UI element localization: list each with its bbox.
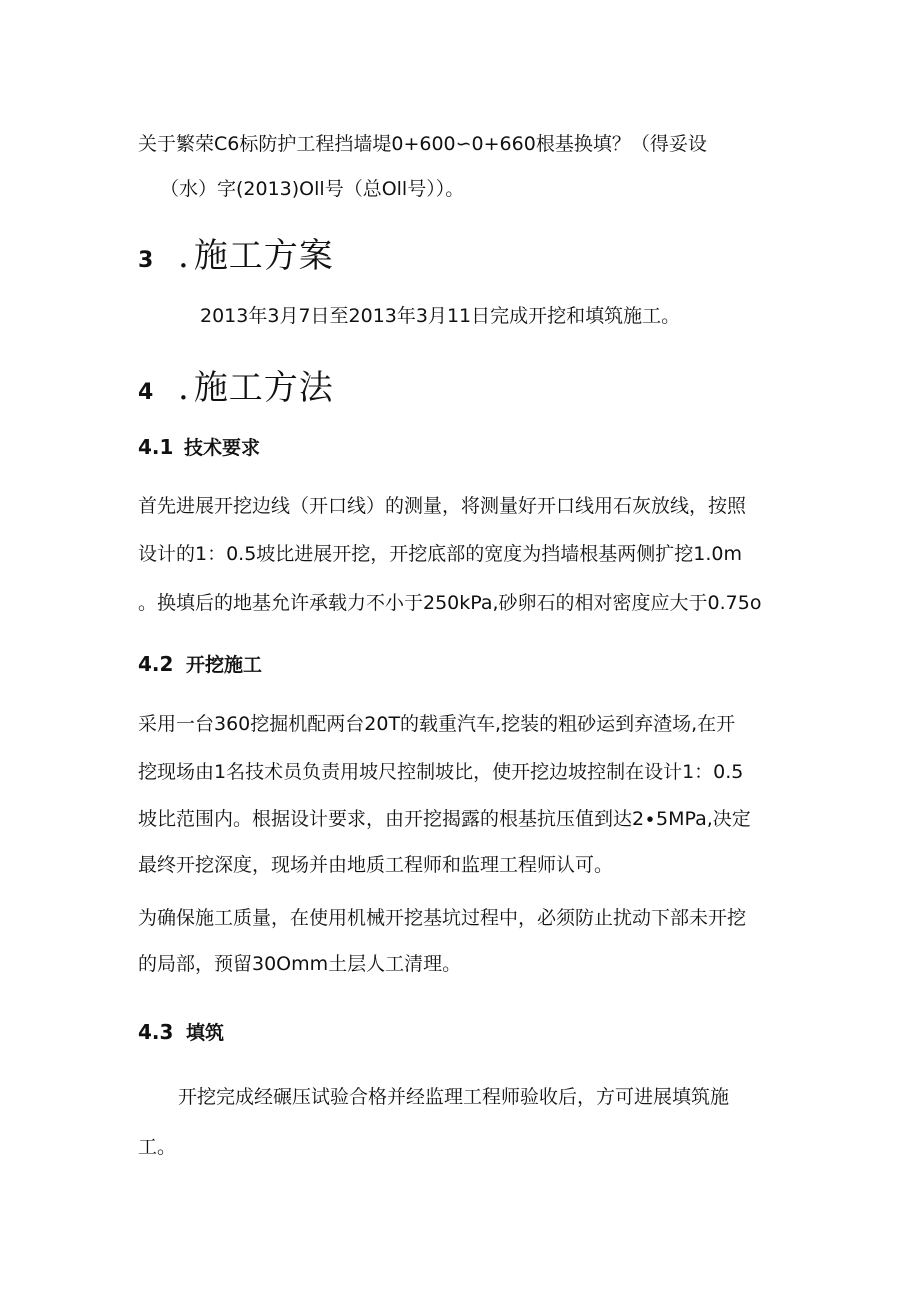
subsection-4-3-title: 填筑 (186, 1022, 225, 1044)
paragraph-4-2-line-5: 为确保施工质量，在使用机械开挖基坑过程中，必须防止扰动下部未开挖 (138, 907, 747, 929)
paragraph-4-2-line-2: 挖现场由1名技术员负责用坡尺控制坡比，使开挖边坡控制在设计1：0.5 (138, 761, 744, 783)
subsection-4-2-title: 开挖施工 (186, 654, 263, 676)
section-4-title: 施工方法 (193, 368, 334, 408)
subsection-4-1-number: 4.1 (138, 435, 174, 459)
section-3-title: 施工方案 (193, 236, 334, 276)
paragraph-4-2-line-6: 的局部，预留30Omm土层人工清理。 (138, 953, 462, 975)
paragraph-4-3-line-2: 工。 (138, 1136, 177, 1158)
subsection-4-1-title: 技术要求 (184, 437, 261, 459)
section-4-heading (138, 360, 334, 409)
section-3-body: 2013年3月7日至2013年3月11日完成开挖和填筑施工。 (200, 305, 681, 327)
intro-line-1: 关于繁荣C6标防护工程挡墙堤0+600∽0+660根基换填？（得妥设 (138, 133, 707, 155)
subsection-4-3-heading (138, 1018, 224, 1045)
section-4-number: 4 (138, 380, 154, 405)
paragraph-4-3-line-1: 开挖完成经碾压试验合格并经监理工程师验收后，方可进展填筑施 (178, 1086, 730, 1108)
paragraph-4-2-line-1: 采用一台360挖掘机配两台20T的载重汽车,挖装的粗砂运到弃渣场,在开 (138, 713, 736, 735)
paragraph-4-1-line-2: 设计的1：0.5坡比进展开挖，开挖底部的宽度为挡墙根基两侧扩挖1.0m (138, 543, 743, 565)
intro-line-2: （水）字(2013)Oll号（总Oll号））。 (160, 178, 465, 200)
section-3-heading (138, 228, 334, 277)
section-3-number: 3 (138, 248, 154, 273)
paragraph-4-1-line-1: 首先进展开挖边线（开口线）的测量，将测量好开口线用石灰放线，按照 (138, 495, 747, 517)
paragraph-4-2-line-4: 最终开挖深度，现场并由地质工程师和监理工程师认可。 (138, 854, 614, 876)
subsection-4-3-number: 4.3 (138, 1020, 174, 1044)
paragraph-4-1-line-3: 。换填后的地基允许承载力不小于250kPa,砂卵石的相对密度应大于0.75o (138, 592, 762, 614)
section-3-dot: . (178, 236, 190, 276)
paragraph-4-2-line-3: 坡比范围内。根据设计要求，由开挖揭露的根基抗压值到达2∙5MPa,决定 (138, 808, 751, 830)
subsection-4-2-heading (138, 650, 262, 677)
subsection-4-2-number: 4.2 (138, 652, 174, 676)
subsection-4-1-heading (138, 433, 260, 460)
section-4-dot: . (178, 368, 190, 408)
